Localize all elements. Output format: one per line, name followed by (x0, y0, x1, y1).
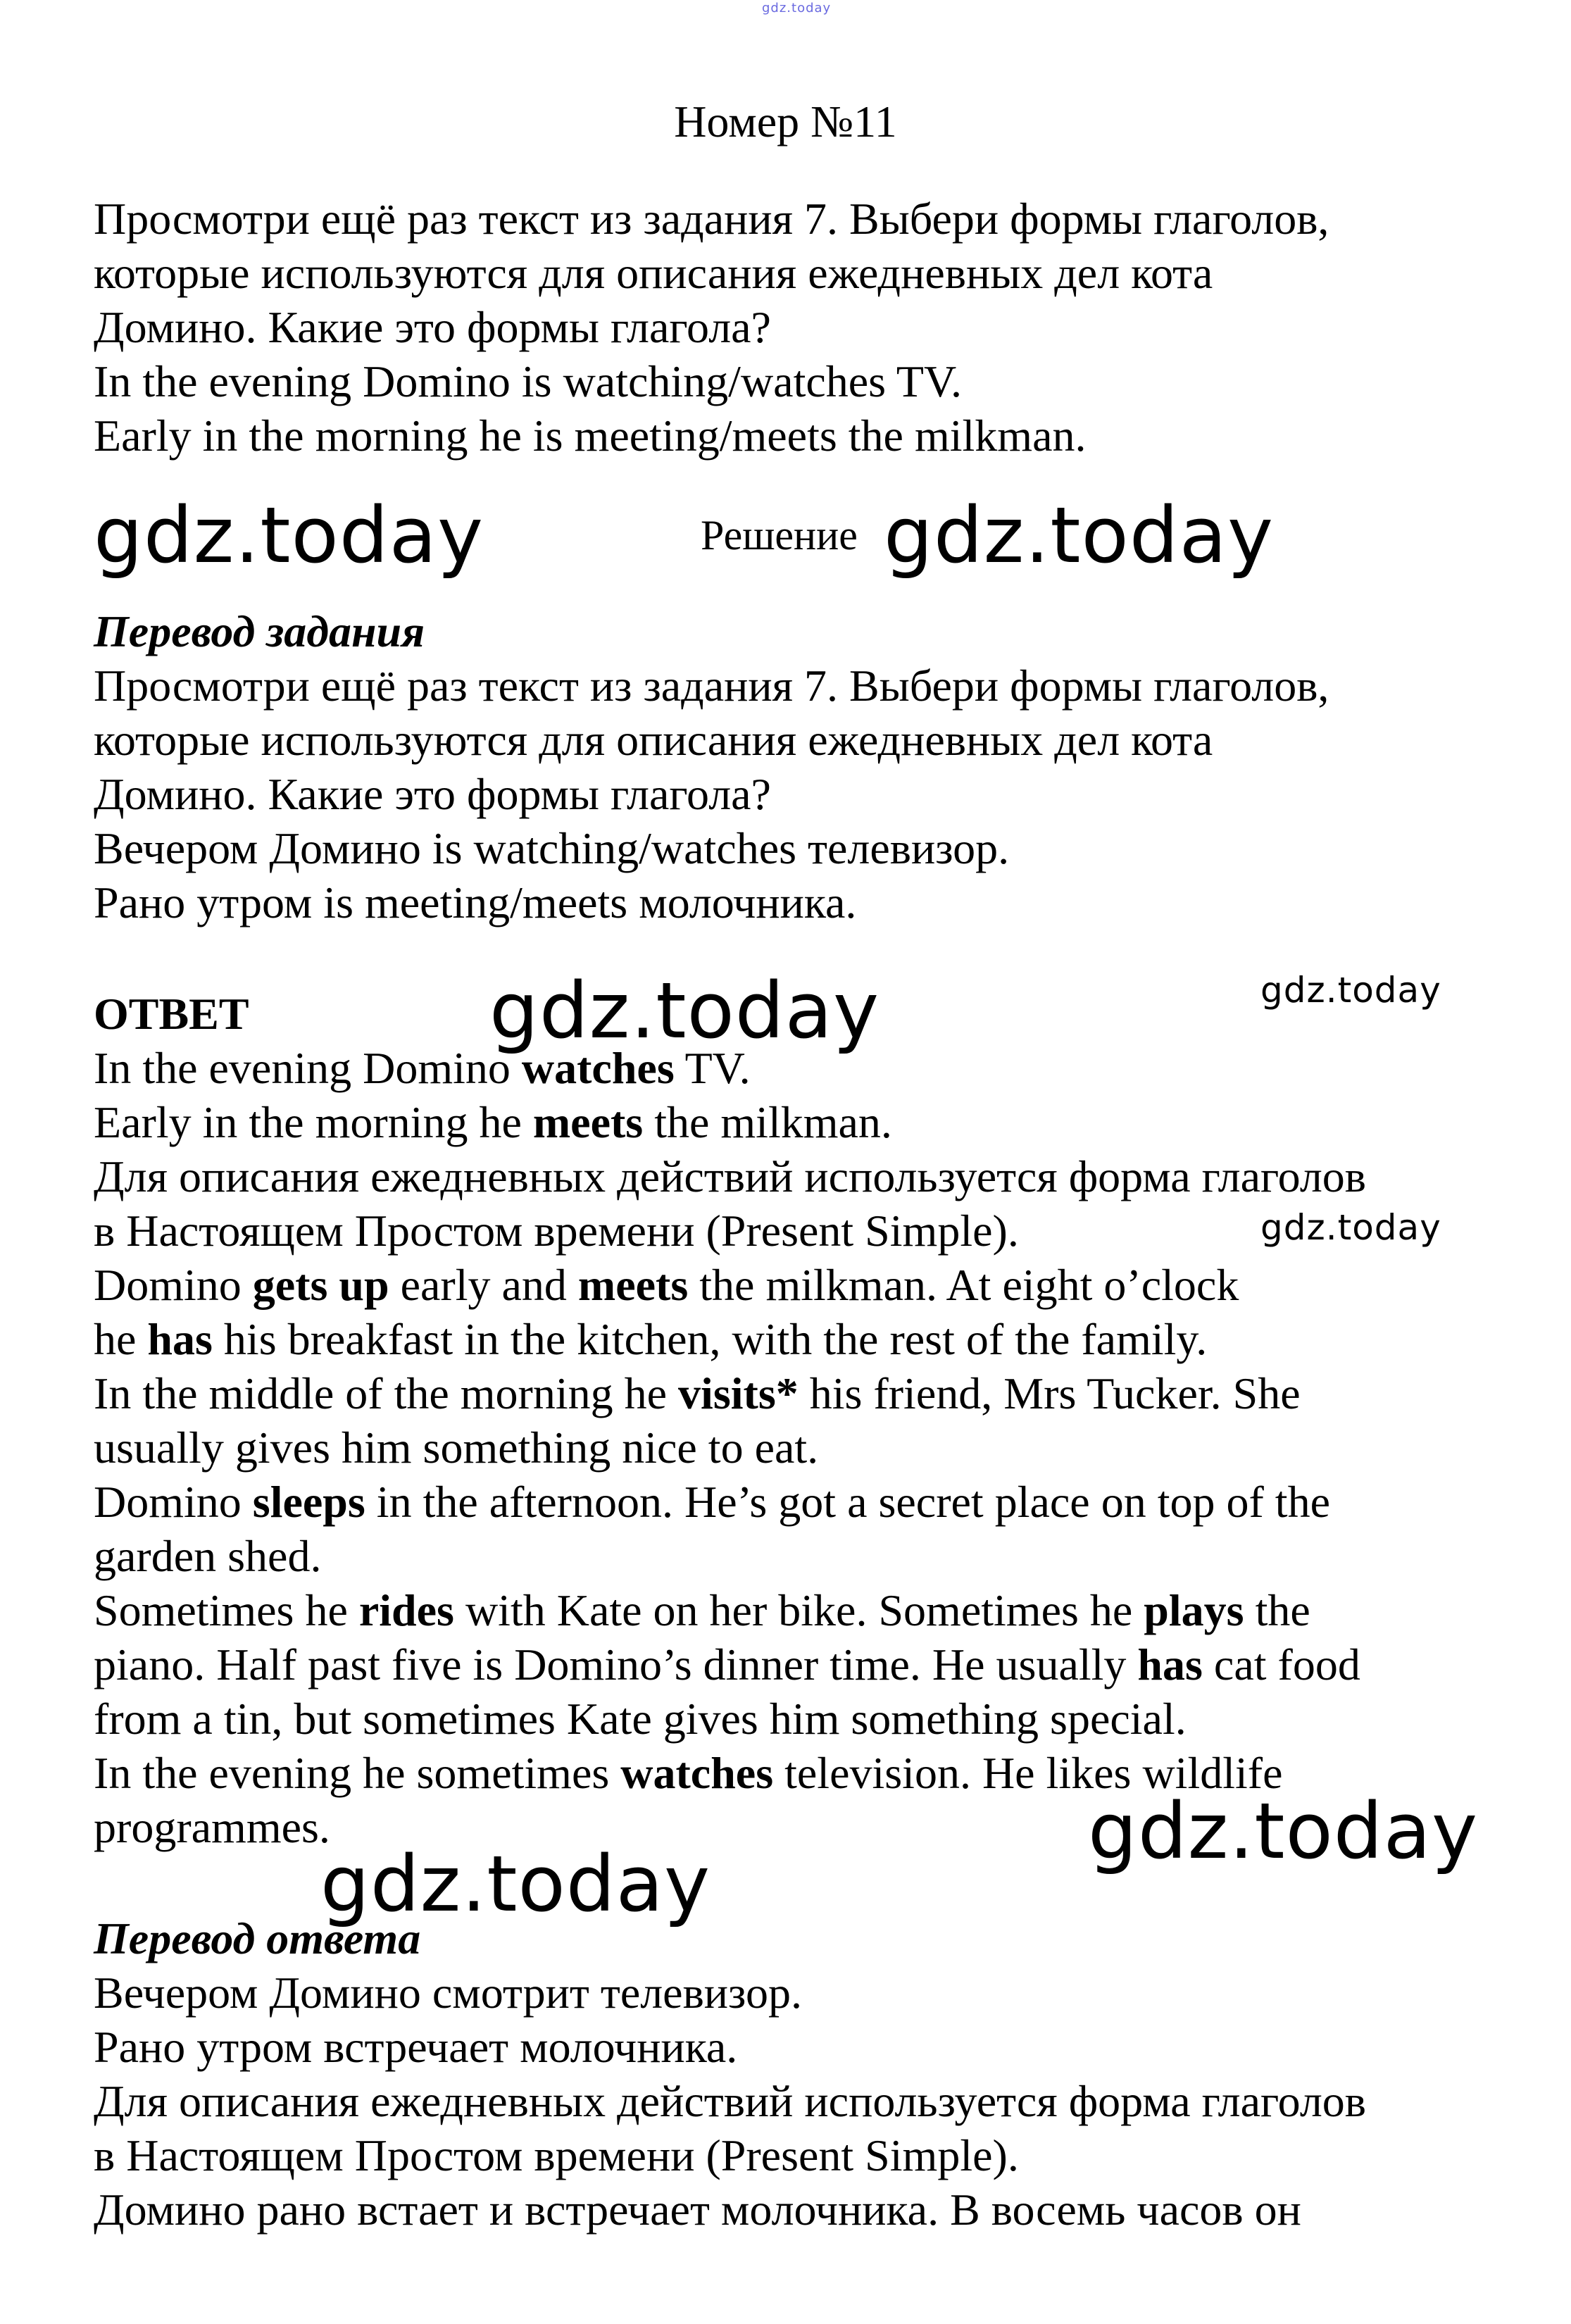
answer-line-6: he has his breakfast in the kitchen, with the rest of the family. (94, 1314, 1208, 1364)
answer-line-2: Early in the morning he meets the milkman. (94, 1097, 892, 1147)
watermark: gdz.today (1260, 970, 1441, 1011)
answer-line-1: In the evening Domino watches TV. (94, 1043, 751, 1093)
answer-line-7: In the middle of the morning he visits* his friend, Mrs Tucker. She (94, 1368, 1301, 1418)
header-watermark: gdz.today (762, 1, 832, 15)
answer-translation-line-3: Для описания ежедневных действий используется форма глаголов (94, 2076, 1366, 2126)
watermark: gdz.today (94, 490, 484, 580)
watermark: gdz.today (1260, 1207, 1441, 1248)
watermark: gdz.today (884, 490, 1275, 580)
answer-line-14: In the evening he sometimes watches television. He likes wildlife (94, 1748, 1283, 1798)
answer-line-13: from a tin, but sometimes Kate gives him something special. (94, 1694, 1187, 1744)
answer-line-5: Domino gets up early and meets the milkman. At eight o’clock (94, 1260, 1239, 1310)
answer-line-4: в Настоящем Простом времени (Present Simple). (94, 1206, 1019, 1256)
translation-line-1: Просмотри ещё раз текст из задания 7. Выбери формы глаголов, (94, 661, 1329, 711)
translation-line-4: Вечером Домино is watching/watches телевизор. (94, 823, 1010, 873)
answer-translation-line-2: Рано утром встречает молочника. (94, 2022, 738, 2072)
answer-line-12: piano. Half past five is Domino’s dinner time. He usually has cat food (94, 1639, 1360, 1689)
translation-line-2: которые используются для описания ежедневных дел кота (94, 715, 1213, 765)
task-line-2: которые используются для описания ежедневных дел кота (94, 248, 1213, 298)
answer-translation-line-1: Вечером Домино смотрит телевизор. (94, 1968, 802, 2018)
answer-translation-line-5: Домино рано встает и встречает молочника. В восемь часов он (94, 2185, 1301, 2235)
answer-translation-heading: Перевод ответа (94, 1913, 421, 1963)
answer-line-3: Для описания ежедневных действий используется форма глаголов (94, 1151, 1366, 1201)
answer-line-15: programmes. (94, 1802, 330, 1852)
solution-label: Решение (701, 512, 858, 558)
answer-line-9: Domino sleeps in the afternoon. He’s got a secret place on top of the (94, 1477, 1330, 1527)
answer-line-8: usually gives him something nice to eat. (94, 1423, 819, 1473)
translation-line-3: Домино. Какие это формы глагола? (94, 769, 771, 819)
answer-line-11: Sometimes he rides with Kate on her bike. Sometimes he plays the (94, 1585, 1310, 1635)
answer-translation-line-4: в Настоящем Простом времени (Present Simple). (94, 2130, 1019, 2180)
task-line-4: In the evening Domino is watching/watches TV. (94, 356, 962, 406)
task-line-3: Домино. Какие это формы глагола? (94, 302, 771, 352)
watermark: gdz.today (1088, 1786, 1479, 1876)
watermark: gdz.today (320, 1839, 711, 1929)
translation-line-5: Рано утром is meeting/meets молочника. (94, 877, 857, 927)
answer-heading: ОТВЕТ (94, 989, 249, 1039)
task-line-5: Early in the morning he is meeting/meets the milkman. (94, 411, 1087, 461)
translation-heading: Перевод задания (94, 606, 425, 656)
task-line-1: Просмотри ещё раз текст из задания 7. Выбери формы глаголов, (94, 194, 1329, 244)
answer-line-10: garden shed. (94, 1531, 322, 1581)
watermark: gdz.today (489, 966, 880, 1056)
page-title: Номер №11 (674, 96, 897, 146)
